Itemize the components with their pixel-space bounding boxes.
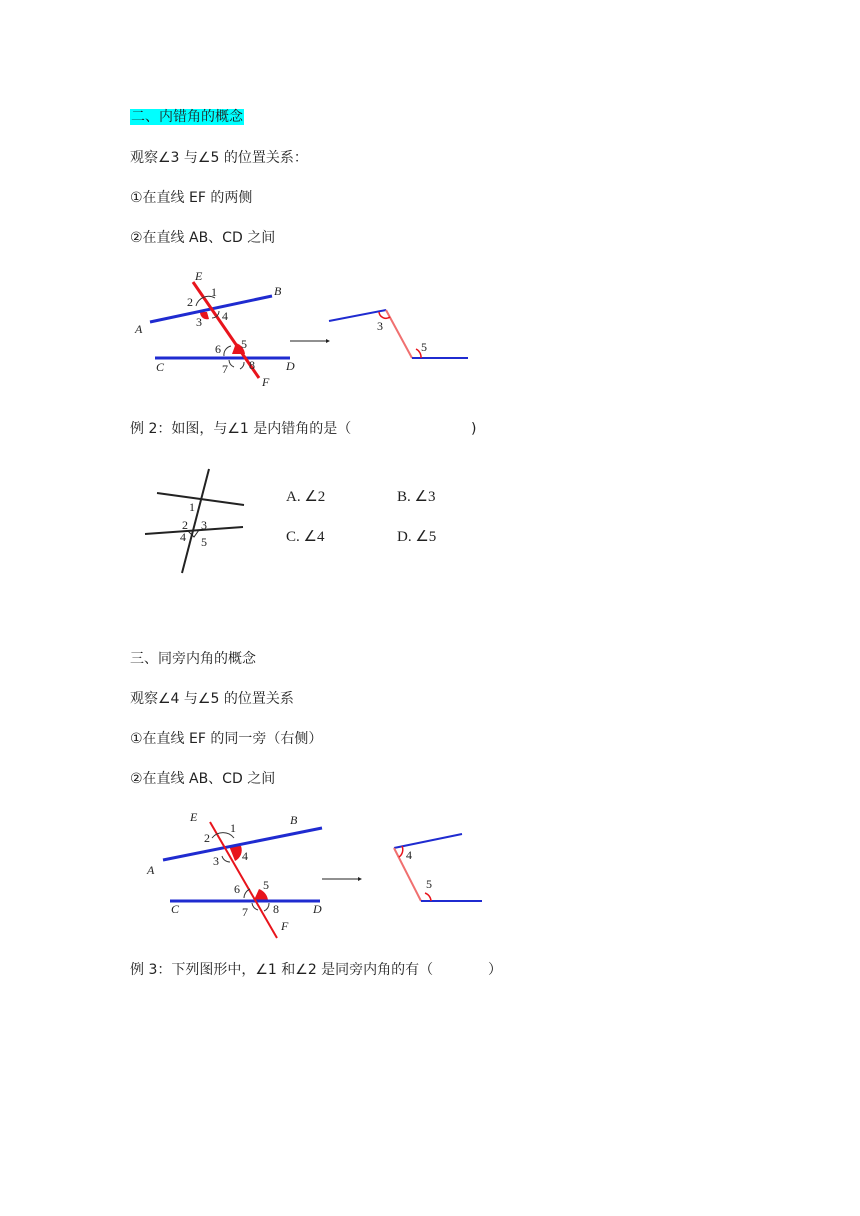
s3-angle-3-arc <box>222 856 230 862</box>
s3-label-f: F <box>281 919 289 933</box>
angle-3-label: 3 <box>196 315 202 329</box>
ex2-angle-2-label: 2 <box>182 518 188 532</box>
option-a: A. ∠2 <box>286 489 326 505</box>
section2-point2: ②在直线 AB、CD 之间 <box>130 230 276 246</box>
s3-angle-1-label: 1 <box>230 821 236 835</box>
angle-6-label: 6 <box>215 342 221 356</box>
section3-observe: 观察∠4 与∠5 的位置关系 <box>130 691 294 707</box>
s3-angle-2-label: 2 <box>204 831 210 845</box>
u-shape-top-line <box>394 834 462 848</box>
option-c: C. ∠4 <box>286 529 325 545</box>
s3-angle-3-label: 3 <box>213 854 219 868</box>
example3-close-paren: ） <box>488 962 502 978</box>
angle-4-label: 4 <box>222 309 228 323</box>
label-d: D <box>286 359 295 373</box>
s3-angle-5-label: 5 <box>263 878 269 892</box>
label-e: E <box>195 269 203 283</box>
u-angle-5-label: 5 <box>426 877 432 891</box>
u-angle-4-label: 4 <box>406 848 412 862</box>
s3-angle-7-label: 7 <box>242 905 248 919</box>
example2-question: 例 2：如图，与∠1 是内错角的是（ <box>130 421 352 437</box>
label-b: B <box>274 284 282 298</box>
section3-point2: ②在直线 AB、CD 之间 <box>130 771 276 787</box>
section2-observe: 观察∠3 与∠5 的位置关系： <box>130 150 308 166</box>
angle-1-label: 1 <box>211 285 217 299</box>
s3-angle-8-label: 8 <box>273 902 279 916</box>
angle-7-label: 7 <box>222 362 228 376</box>
s3-angle-6-label: 6 <box>234 882 240 896</box>
s3-angle-4-label: 4 <box>242 849 248 863</box>
s3-label-c: C <box>171 902 180 916</box>
ex2-angle-5-label: 5 <box>201 535 207 549</box>
angle-5-label: 5 <box>241 337 247 351</box>
option-d: D. ∠5 <box>397 529 437 545</box>
z-angle-5-label: 5 <box>421 340 427 354</box>
u-angle-5-arc <box>425 893 431 901</box>
label-f: F <box>262 375 270 389</box>
ex2-angle-4-label: 4 <box>180 530 186 544</box>
s3-angle-8-arc <box>264 903 269 911</box>
s3-label-b: B <box>290 813 298 827</box>
s3-label-a: A <box>147 863 155 877</box>
option-b: B. ∠3 <box>397 489 436 505</box>
label-a: A <box>135 322 143 336</box>
ex2-angle-1-label: 1 <box>189 500 195 514</box>
s3-label-e: E <box>190 810 198 824</box>
angle-2-label: 2 <box>187 295 193 309</box>
section3-point1: ①在直线 EF 的同一旁（右侧） <box>130 731 323 747</box>
section2-title: 二、内错角的概念 <box>131 109 243 125</box>
label-c: C <box>156 360 165 374</box>
section3-title: 三、同旁内角的概念 <box>130 651 256 667</box>
s3-label-d: D <box>313 902 322 916</box>
example3-question: 例 3：下列图形中，∠1 和∠2 是同旁内角的有（ <box>130 962 434 978</box>
angle-8-label: 8 <box>249 358 255 372</box>
section2-point1: ①在直线 EF 的两侧 <box>130 190 253 206</box>
ex2-angle-3-label: 3 <box>201 518 207 532</box>
s3-arrow-head <box>358 877 362 881</box>
example2-close-paren: ) <box>471 421 477 437</box>
z-angle-3-label: 3 <box>377 319 383 333</box>
